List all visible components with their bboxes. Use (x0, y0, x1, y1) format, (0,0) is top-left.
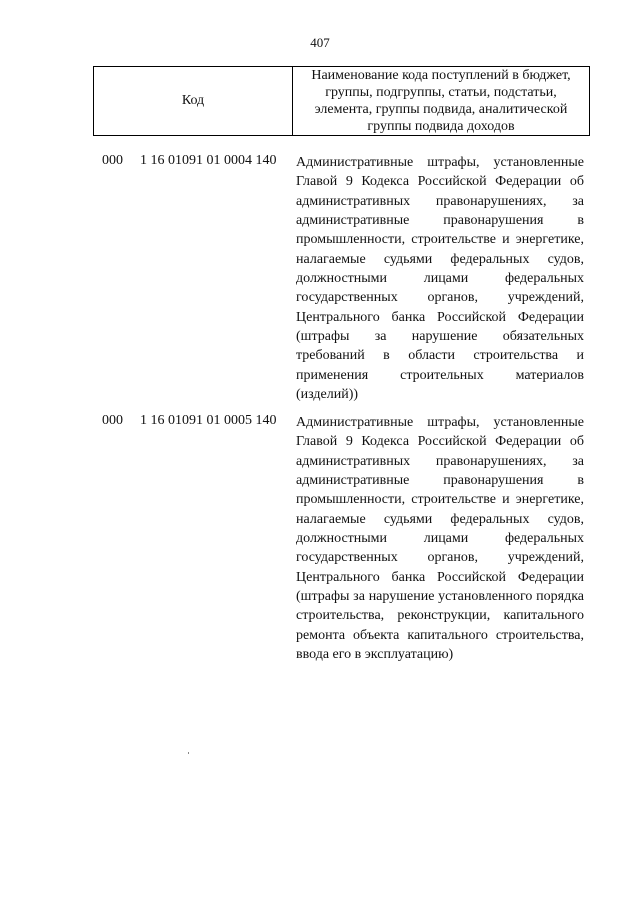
table-header (93, 66, 590, 136)
revenue-code: 1 16 01091 01 0005 140 (140, 413, 277, 428)
revenue-description: Административные штрафы, установленные Главой 9 Кодекса Российской Федерации об административных правонарушениях, за административные правонарушения в промышленности, строительстве и энергетике, налагаемые судьями федеральных судов, должностными лицами федеральных государственных органов, учреждений, Центрального банка Российской Федерации (штрафы за нарушение установленного порядка строительства, реконструкции, капитального ремонта объекта капитального строительства, ввода его в эксплуатацию) (296, 415, 584, 663)
scan-artifact (188, 752, 189, 754)
header-name-column (293, 67, 589, 135)
admin-code: 000 (102, 153, 123, 168)
page-number: 407 (310, 35, 330, 50)
header-code-label: Код (181, 93, 205, 108)
header-name-label: Наименование кода поступлений в бюджет, группы, подгруппы, статьи, подстатьи, элемента, группы подвида, аналитической группы подвида доходов (311, 68, 571, 134)
admin-code: 000 (102, 413, 123, 428)
revenue-description: Административные штрафы, установленные Главой 9 Кодекса Российской Федерации об административных правонарушениях, за административные правонарушения в промышленности, строительстве и энергетике, налагаемые судьями федеральных судов, должностными лицами федеральных государственных органов, учреждений, Центрального банка Российской Федерации (штрафы за нарушение обязательных требований в области строительства и применения строительных материалов (изделий)) (296, 155, 584, 403)
revenue-code: 1 16 01091 01 0004 140 (140, 153, 277, 168)
header-code-column (94, 67, 293, 135)
